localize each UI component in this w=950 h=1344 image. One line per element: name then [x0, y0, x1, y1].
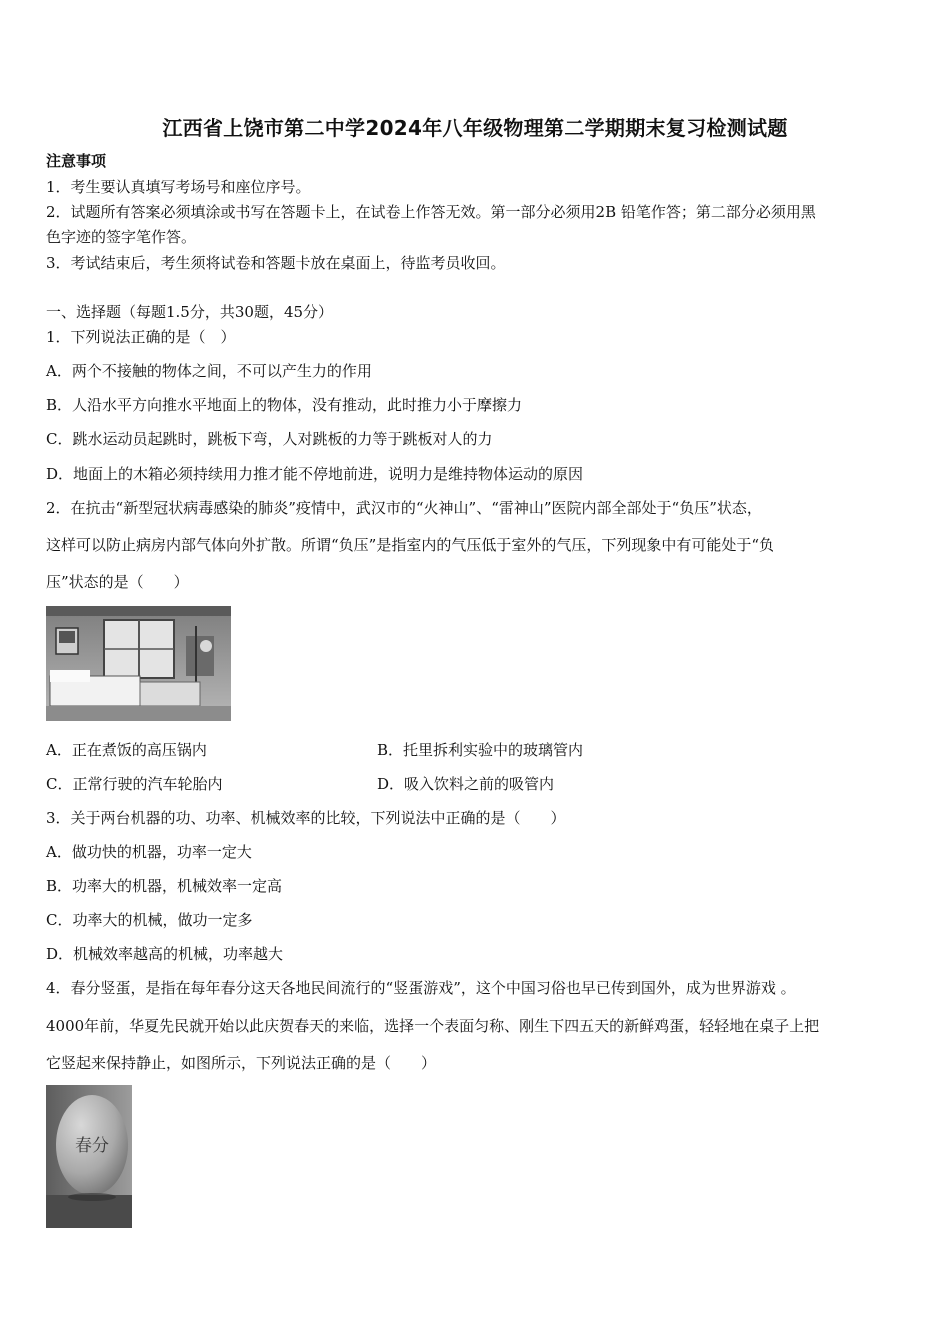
q3-option-b: B．功率大的机器，机械效率一定高: [46, 877, 283, 895]
notice-item-3: 3．考试结束后，考生须将试卷和答题卡放在桌面上，待监考员收回。: [46, 254, 506, 272]
exam-title: 江西省上饶市第二中学2024年八年级物理第二学期期末复习检测试题: [162, 116, 788, 140]
q3-option-a: A．做功快的机器，功率一定大: [46, 843, 252, 861]
q1-option-a: A．两个不接触的物体之间，不可以产生力的作用: [46, 362, 372, 380]
q2-option-d: D．吸入饮料之前的吸管内: [377, 775, 555, 793]
q4-stem-line-2: 4000年前，华夏先民就开始以此庆贺春天的来临，选择一个表面匀称、刚生下四五天的新鲜鸡蛋，轻轻地在桌子上把: [46, 1017, 820, 1035]
hospital-ward-photo: [46, 606, 231, 721]
q3-option-c: C．功率大的机械，做功一定多: [46, 911, 253, 929]
standing-egg-photo: [46, 1085, 132, 1228]
q2-option-b: B．托里拆利实验中的玻璃管内: [377, 741, 584, 759]
section-heading: 一、选择题（每题1.5分，共30题，45分）: [46, 303, 334, 321]
q2-stem-line-3: 压”状态的是（ ）: [46, 573, 189, 591]
q1-option-b: B．人沿水平方向推水平地面上的物体，没有推动，此时推力小于摩擦力: [46, 396, 523, 414]
egg-label: 春分: [75, 1136, 109, 1156]
q3-option-d: D．机械效率越高的机械，功率越大: [46, 945, 284, 963]
q1-stem: 1．下列说法正确的是（ ）: [46, 328, 236, 346]
notice-heading: 注意事项: [46, 152, 107, 170]
q4-stem-line-3: 它竖起来保持静止，如图所示，下列说法正确的是（ ）: [46, 1054, 437, 1072]
q1-option-d: D．地面上的木箱必须持续用力推才能不停地前进，说明力是维持物体运动的原因: [46, 465, 584, 483]
notice-item-2: 2．试题所有答案必须填涂或书写在答题卡上，在试卷上作答无效。第一部分必须用2B 铅笔作答；第二部分必须用黑: [46, 203, 816, 221]
q3-stem: 3．关于两台机器的功、功率、机械效率的比较，下列说法中正确的是（ ）: [46, 809, 566, 827]
q4-stem-line-1: 4．春分竖蛋，是指在每年春分这天各地民间流行的“竖蛋游戏”，这个中国习俗也早已传到国外，成为世界游戏 。: [46, 979, 796, 997]
q1-option-c: C．跳水运动员起跳时，跳板下弯，人对跳板的力等于跳板对人的力: [46, 430, 493, 448]
hospital-ward-image: [46, 606, 231, 721]
q2-stem-line-2: 这样可以防止病房内部气体向外扩散。所谓“负压”是指室内的气压低于室外的气压，下列现象中有可能处于“负: [46, 536, 775, 554]
q2-stem-line-1: 2．在抗击“新型冠状病毒感染的肺炎”疫情中，武汉市的“火神山”、“雷神山”医院内部全部处于“负压”状态，: [46, 499, 762, 517]
notice-item-1: 1．考生要认真填写考场号和座位序号。: [46, 178, 311, 196]
notice-item-2-cont: 色字迹的签字笔作答。: [46, 228, 197, 246]
q2-option-c: C．正常行驶的汽车轮胎内: [46, 775, 223, 793]
standing-egg-image: [46, 1085, 132, 1228]
q2-option-a: A．正在煮饭的高压锅内: [46, 741, 207, 759]
